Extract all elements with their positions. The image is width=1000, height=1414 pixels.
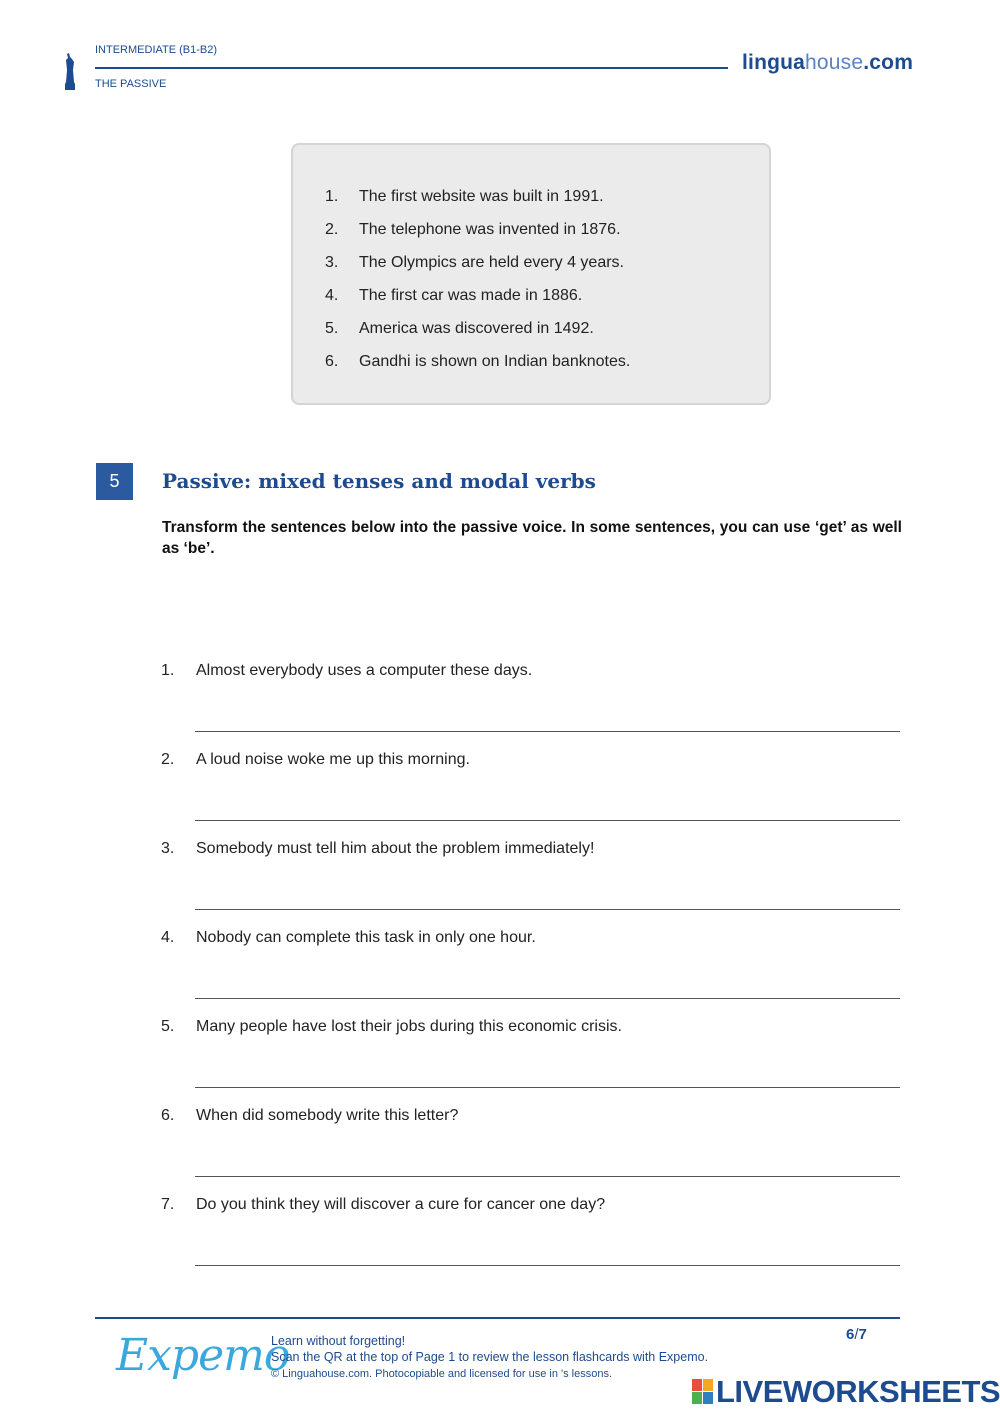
section-number-badge: 5 bbox=[96, 463, 133, 500]
brand-bold: lingua bbox=[742, 51, 806, 74]
liveworksheets-text: LIVEWORKSHEETS bbox=[716, 1374, 1000, 1409]
question-number: 5. bbox=[161, 1018, 175, 1035]
footer-scan-text: Scan the QR at the top of Page 1 to review the lesson flashcards with Expemo. bbox=[271, 1350, 709, 1364]
level-label: INTERMEDIATE (B1-B2) bbox=[95, 44, 218, 56]
footer-divider bbox=[95, 1317, 900, 1319]
item-text: Gandhi is shown on Indian banknotes. bbox=[359, 353, 631, 370]
answer-list bbox=[325, 188, 630, 386]
page-current: 6 bbox=[846, 1326, 855, 1343]
answer-line-5[interactable] bbox=[195, 1087, 900, 1088]
answer-line-3[interactable] bbox=[195, 909, 900, 910]
list-item bbox=[325, 254, 630, 287]
answer-line-6[interactable] bbox=[195, 1176, 900, 1177]
section-title: Passive: mixed tenses and modal verbs bbox=[162, 469, 596, 493]
item-text: The telephone was invented in 1876. bbox=[359, 221, 621, 238]
linguahouse-logo[interactable] bbox=[742, 51, 913, 75]
question-text: Almost everybody uses a computer these days. bbox=[196, 662, 533, 679]
answer-line-7[interactable] bbox=[195, 1265, 900, 1266]
question-number: 4. bbox=[161, 929, 175, 946]
question-number: 2. bbox=[161, 751, 175, 768]
list-item bbox=[325, 353, 630, 386]
answer-line-2[interactable] bbox=[195, 820, 900, 821]
question-number: 6. bbox=[161, 1107, 175, 1124]
topic-label: THE PASSIVE bbox=[95, 78, 167, 90]
header-divider bbox=[95, 67, 728, 69]
question-text: When did somebody write this letter? bbox=[196, 1107, 459, 1124]
footer-tagline: Learn without forgetting! bbox=[271, 1334, 406, 1348]
item-number: 2. bbox=[325, 221, 339, 238]
statue-of-liberty-icon bbox=[62, 48, 78, 90]
item-text: The first car was made in 1886. bbox=[359, 287, 583, 304]
item-text: The first website was built in 1991. bbox=[359, 188, 604, 205]
question-number: 3. bbox=[161, 840, 175, 857]
instructions: Transform the sentences below into the passive voice. In some sentences, you can use ‘get’ as well as ‘be’. bbox=[162, 519, 902, 557]
brand-tld: .com bbox=[863, 51, 914, 74]
question-text: Many people have lost their jobs during this economic crisis. bbox=[196, 1018, 622, 1035]
liveworksheets-logo[interactable] bbox=[692, 1374, 1000, 1410]
item-number: 6. bbox=[325, 353, 339, 370]
answer-key-box bbox=[291, 143, 771, 405]
list-item bbox=[325, 188, 630, 221]
answer-line-1[interactable] bbox=[195, 731, 900, 732]
footer-copyright: © Linguahouse.com. Photocopiable and licensed for use in 's lessons. bbox=[271, 1368, 613, 1380]
item-text: America was discovered in 1492. bbox=[359, 320, 594, 337]
item-number: 5. bbox=[325, 320, 339, 337]
brand-light: house bbox=[805, 51, 864, 74]
answer-line-4[interactable] bbox=[195, 998, 900, 999]
question-text: Somebody must tell him about the problem immediately! bbox=[196, 840, 595, 857]
list-item bbox=[325, 287, 630, 320]
item-text: The Olympics are held every 4 years. bbox=[359, 254, 624, 271]
list-item bbox=[325, 221, 630, 254]
liveworksheets-blocks-icon bbox=[692, 1379, 714, 1405]
item-number: 1. bbox=[325, 188, 339, 205]
item-number: 4. bbox=[325, 287, 339, 304]
question-text: Nobody can complete this task in only one hour. bbox=[196, 929, 536, 946]
item-number: 3. bbox=[325, 254, 339, 271]
list-item bbox=[325, 320, 630, 353]
question-number: 7. bbox=[161, 1196, 175, 1213]
question-text: A loud noise woke me up this morning. bbox=[196, 751, 470, 768]
question-text: Do you think they will discover a cure for cancer one day? bbox=[196, 1196, 606, 1213]
page-total: 7 bbox=[858, 1326, 867, 1343]
expemo-logo: Expemo bbox=[116, 1330, 290, 1381]
page-number: 6/7 bbox=[846, 1326, 867, 1343]
question-number: 1. bbox=[161, 662, 175, 679]
